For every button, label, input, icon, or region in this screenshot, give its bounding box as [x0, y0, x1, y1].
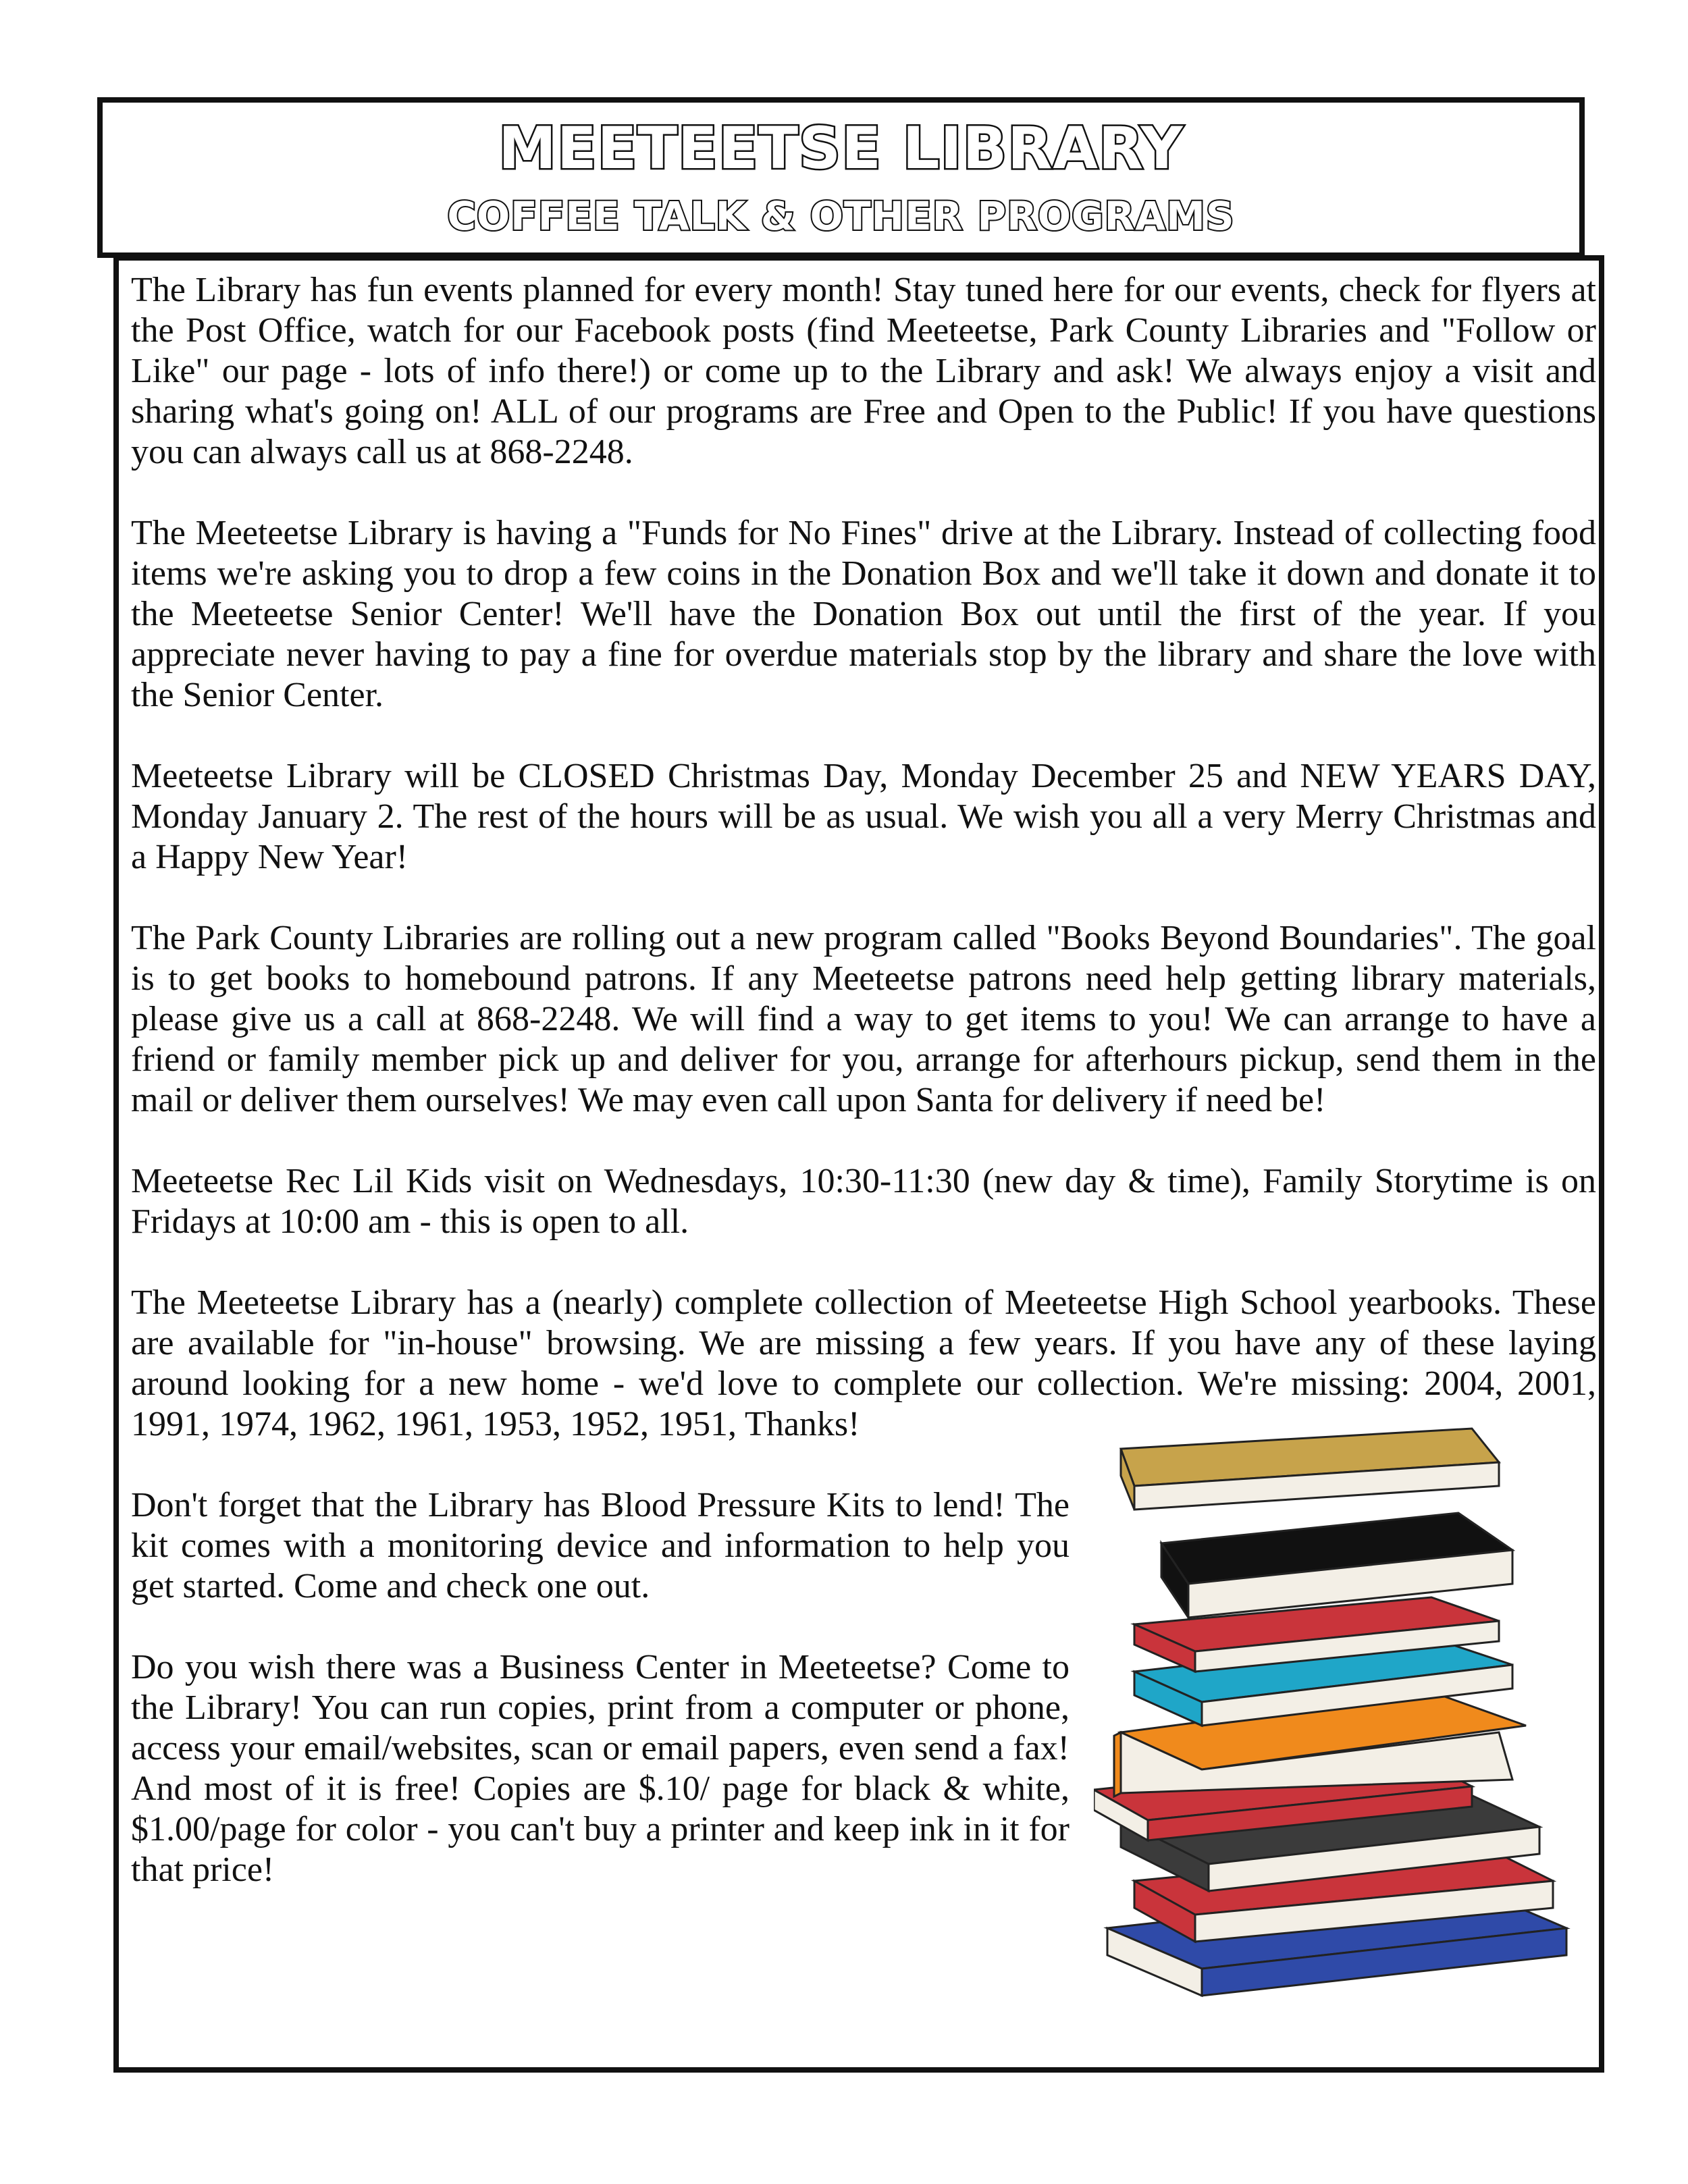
paragraph-events: The Library has fun events planned for every month! Stay tuned here for our events, check for flyers at the Post Office, watch for our Facebook posts (find Meeteetse, Park County Libraries and "Follow or Like" our page - lots of info there!) or come up to the Library and ask! We always enjoy a visit and sharing what's going on! ALL of our programs are Free and Open to the Public! If you have questions you can always call us at 868-2248. — [131, 271, 1596, 471]
paragraph-books-beyond-boundaries: The Park County Libraries are rolling out a new program called "Books Beyond Boundaries". The goal is to get books to homebound patrons. If any Meeteetse patrons need help getting library materials, please give us a call at 868-2248. We will find a way to get items to you! We can arrange to have a friend or family member pick up and deliver for you, arrange for afterhours pickup, send them in the mail or deliver them ourselves! We may even call upon Santa for delivery if need be! — [131, 919, 1596, 1119]
page-subtitle: COFFEE TALK & OTHER PROGRAMS — [447, 193, 1235, 239]
paragraph-holiday-closing: Meeteetse Library will be CLOSED Christmas Day, Monday December 25 and NEW YEARS DAY, Monday January 2. The rest of the hours will be as usual. We wish you all a very Merry Christmas and a Happy New Year! — [131, 757, 1596, 876]
header-box — [97, 97, 1585, 258]
paragraph-yearbooks: The Meeteetse Library has a (nearly) complete collection of Meeteetse High School yearbooks. These are available for "in-house" browsing. We are missing a few years. If you have any of these laying around looking for a new home - we'd love to complete our collection. We're missing: 2004, 2001, 1991, 1974, 1962, 1961, 1953, 1952, 1951, Thanks! — [131, 1283, 1596, 1443]
paragraph-funds-for-no-fines: The Meeteetse Library is having a "Funds for No Fines" drive at the Library. Instead of collecting food items we're asking you to drop a few coins in the Donation Box and we'll take it down and donate it to the Meeteetse Senior Center! We'll have the Donation Box out until the first of the year. If you appreciate never having to pay a fine for overdue materials stop by the library and share the love with the Senior Center. — [131, 514, 1596, 714]
book-gold — [1121, 1429, 1499, 1510]
book-stack-illustration — [1094, 1415, 1580, 2023]
paragraph-blood-pressure-kits: Don't forget that the Library has Blood Pressure Kits to lend! The kit comes with a monitoring device and information to help you get started. Come and check one out. — [131, 1486, 1070, 1605]
paragraph-storytime: Meeteetse Rec Lil Kids visit on Wednesdays, 10:30-11:30 (new day & time), Family Storytime is on Fridays at 10:00 am - this is open to all. — [131, 1162, 1596, 1241]
paragraph-business-center: Do you wish there was a Business Center in Meeteetse? Come to the Library! You can run copies, print from a computer or phone, access your email/websites, scan or email papers, even send a fax! And most of it is free! Copies are $.10/ page for black & white, $1.00/page for color - you can't buy a printer and keep ink in it for that price! — [131, 1648, 1070, 1889]
book-black — [1161, 1513, 1512, 1618]
page-title: MEETEETSE LIBRARY — [498, 115, 1184, 182]
